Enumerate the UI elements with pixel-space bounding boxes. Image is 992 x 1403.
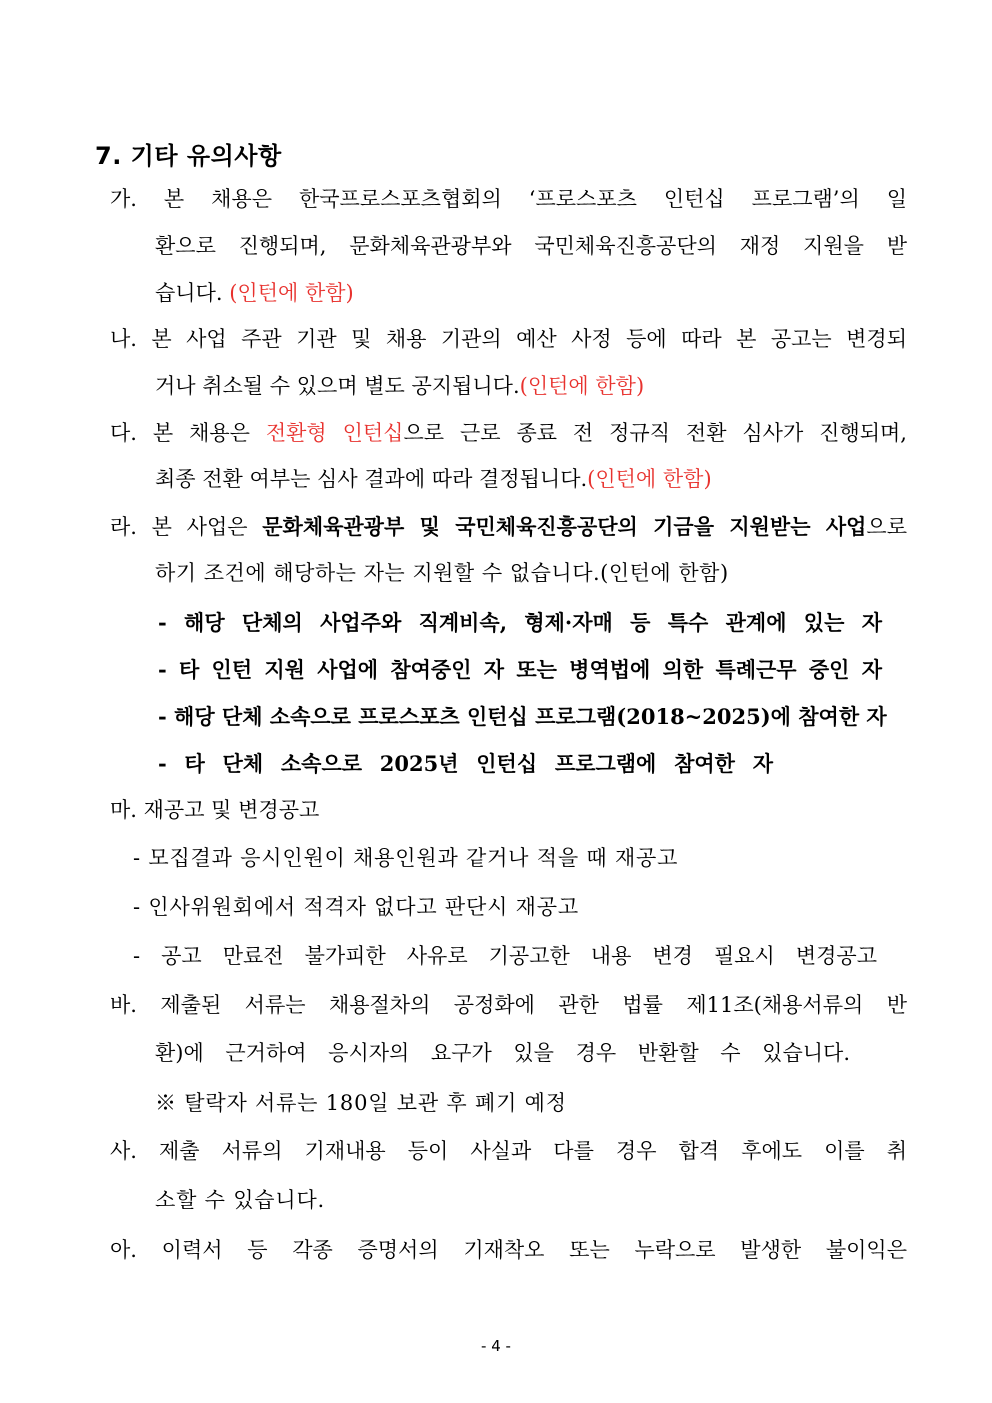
condition-item: - 타 단체 소속으로 2025년 인턴십 프로그램에 참여한 자 — [158, 751, 773, 776]
item-da-line1-post: 으로 근로 종료 전 정규직 전환 심사가 진행되며, — [403, 421, 907, 445]
item-ga-line2: 환으로 진행되며, 문화체육관광부와 국민체육진흥공단의 재정 지원을 받 — [155, 234, 907, 258]
item-da-line1 — [110, 423, 907, 444]
item-da-note: (인턴에 한함) — [587, 467, 712, 491]
page-number: - 4 - — [481, 1337, 511, 1355]
item-ma-sub: - 공고 만료전 불가피한 사유로 기공고한 내용 변경 필요시 변경공고 — [133, 944, 877, 968]
item-da-highlight: 전환형 인턴십 — [265, 421, 404, 445]
item-ra-line1-post: 으로 — [866, 515, 907, 539]
item-ra-line1-pre: 라. 본 사업은 — [110, 515, 263, 539]
item-ba-line2: 환)에 근거하여 응시자의 요구가 있을 경우 반환할 수 있습니다. — [155, 1041, 850, 1065]
item-na-line1: 나. 본 사업 주관 기관 및 채용 기관의 예산 사정 등에 따라 본 공고는 변경되 — [110, 327, 907, 351]
item-na-note: (인턴에 한함) — [519, 374, 645, 398]
item-na-line2-text: 거나 취소될 수 있으며 별도 공지됩니다. — [155, 374, 520, 398]
item-ma-sub: - 인사위원회에서 적격자 없다고 판단시 재공고 — [133, 895, 579, 919]
item-ra-line2: 하기 조건에 해당하는 자는 지원할 수 없습니다.(인턴에 한함) — [155, 561, 729, 585]
item-ra-bold: 문화체육관광부 및 국민체육진흥공단의 기금을 지원받는 사업 — [262, 514, 867, 539]
item-ba-line1: 바. 제출된 서류는 채용절차의 공정화에 관한 법률 제11조(채용서류의 반 — [110, 993, 907, 1017]
item-ga-note: (인턴에 한함) — [229, 281, 354, 305]
condition-item: - 타 인턴 지원 사업에 참여중인 자 또는 병역법에 의한 특례근무 중인 자 — [158, 657, 882, 682]
item-sa-line1: 사. 제출 서류의 기재내용 등이 사실과 다를 경우 합격 후에도 이를 취 — [110, 1139, 907, 1163]
item-a-line1: 아. 이력서 등 각종 증명서의 기재착오 또는 누락으로 발생한 불이익은 — [110, 1238, 907, 1262]
item-sa-line2: 소할 수 있습니다. — [155, 1188, 326, 1212]
item-da-line1-pre: 다. 본 채용은 — [110, 421, 266, 445]
condition-item: - 해당 단체 소속으로 프로스포츠 인턴십 프로그램(2018~2025)에 참여한 자 — [158, 704, 887, 729]
item-ra-line1 — [110, 516, 907, 538]
item-ga-line3-text: 습니다. — [155, 281, 230, 305]
item-ga-line1: 가. 본 채용은 한국프로스포츠협회의 ‘프로스포츠 인턴십 프로그램’의 일 — [110, 187, 907, 211]
item-ma-line1: 마. 재공고 및 변경공고 — [110, 798, 320, 822]
section-title: 7. 기타 유의사항 — [95, 142, 282, 170]
item-ma-sub: - 모집결과 응시인원이 채용인원과 같거나 적을 때 재공고 — [133, 846, 679, 870]
condition-item: - 해당 단체의 사업주와 직계비속, 형제·자매 등 특수 관계에 있는 자 — [158, 610, 882, 635]
item-na-line2 — [155, 376, 644, 397]
item-da-line2 — [155, 469, 712, 490]
item-ba-note: ※ 탈락자 서류는 180일 보관 후 폐기 예정 — [155, 1091, 567, 1115]
item-da-line2-text: 최종 전환 여부는 심사 결과에 따라 결정됩니다. — [155, 467, 588, 491]
item-ga-line3 — [155, 283, 354, 304]
